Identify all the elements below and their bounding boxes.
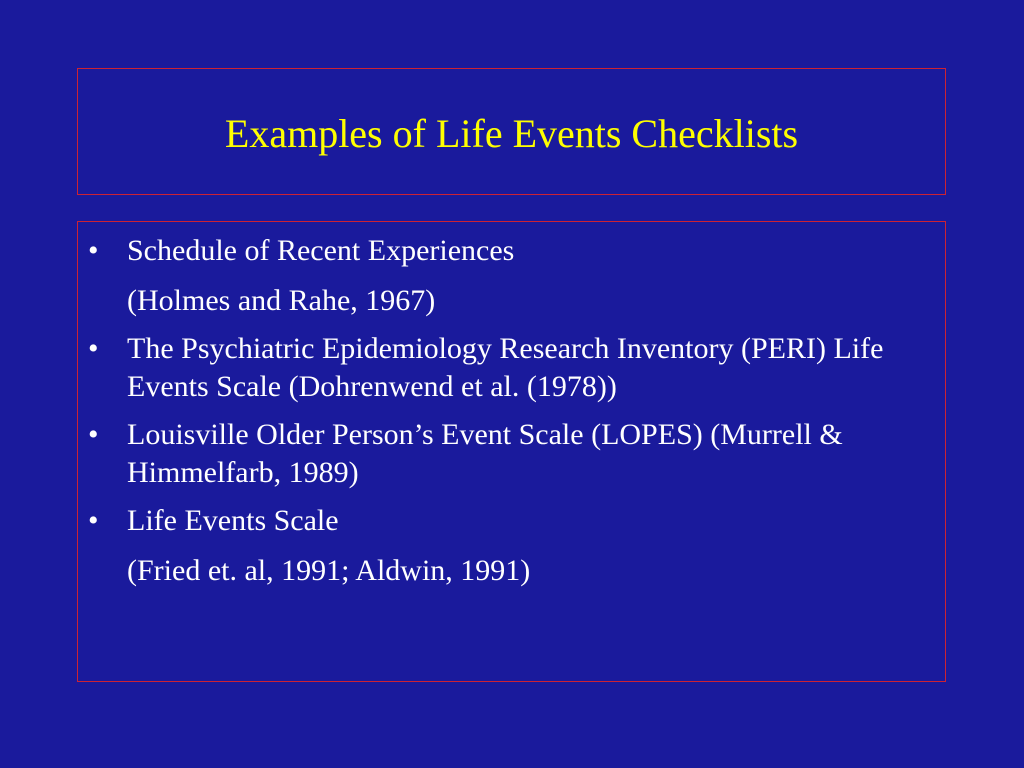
bullet-sub-text: (Holmes and Rahe, 1967) [127, 284, 436, 317]
content-frame [77, 221, 946, 682]
bullet-item-life-events-scale [78, 502, 945, 590]
bullet-icon: • [88, 504, 99, 537]
bullet-item-schedule-recent-experiences [78, 232, 945, 320]
bullet-item-peri-life-events-scale [78, 330, 945, 406]
bullet-main-text: Louisville Older Person’s Event Scale (LOPES) (Murrell & Himmelfarb, 1989) [127, 418, 843, 489]
bullet-list [78, 232, 945, 600]
bullet-icon: • [88, 332, 99, 365]
bullet-main-text: Schedule of Recent Experiences [127, 234, 515, 267]
bullet-icon: • [88, 234, 99, 267]
bullet-main-text: Life Events Scale [127, 504, 339, 537]
bullet-item-lopes [78, 416, 945, 492]
title-frame [77, 68, 946, 195]
bullet-icon: • [88, 418, 99, 451]
bullet-sub-text: (Fried et. al, 1991; Aldwin, 1991) [127, 554, 531, 587]
bullet-main-text: The Psychiatric Epidemiology Research Inventory (PERI) Life Events Scale (Dohrenwend et al. (1978)) [127, 332, 884, 403]
slide-title: Examples of Life Events Checklists [224, 110, 799, 156]
